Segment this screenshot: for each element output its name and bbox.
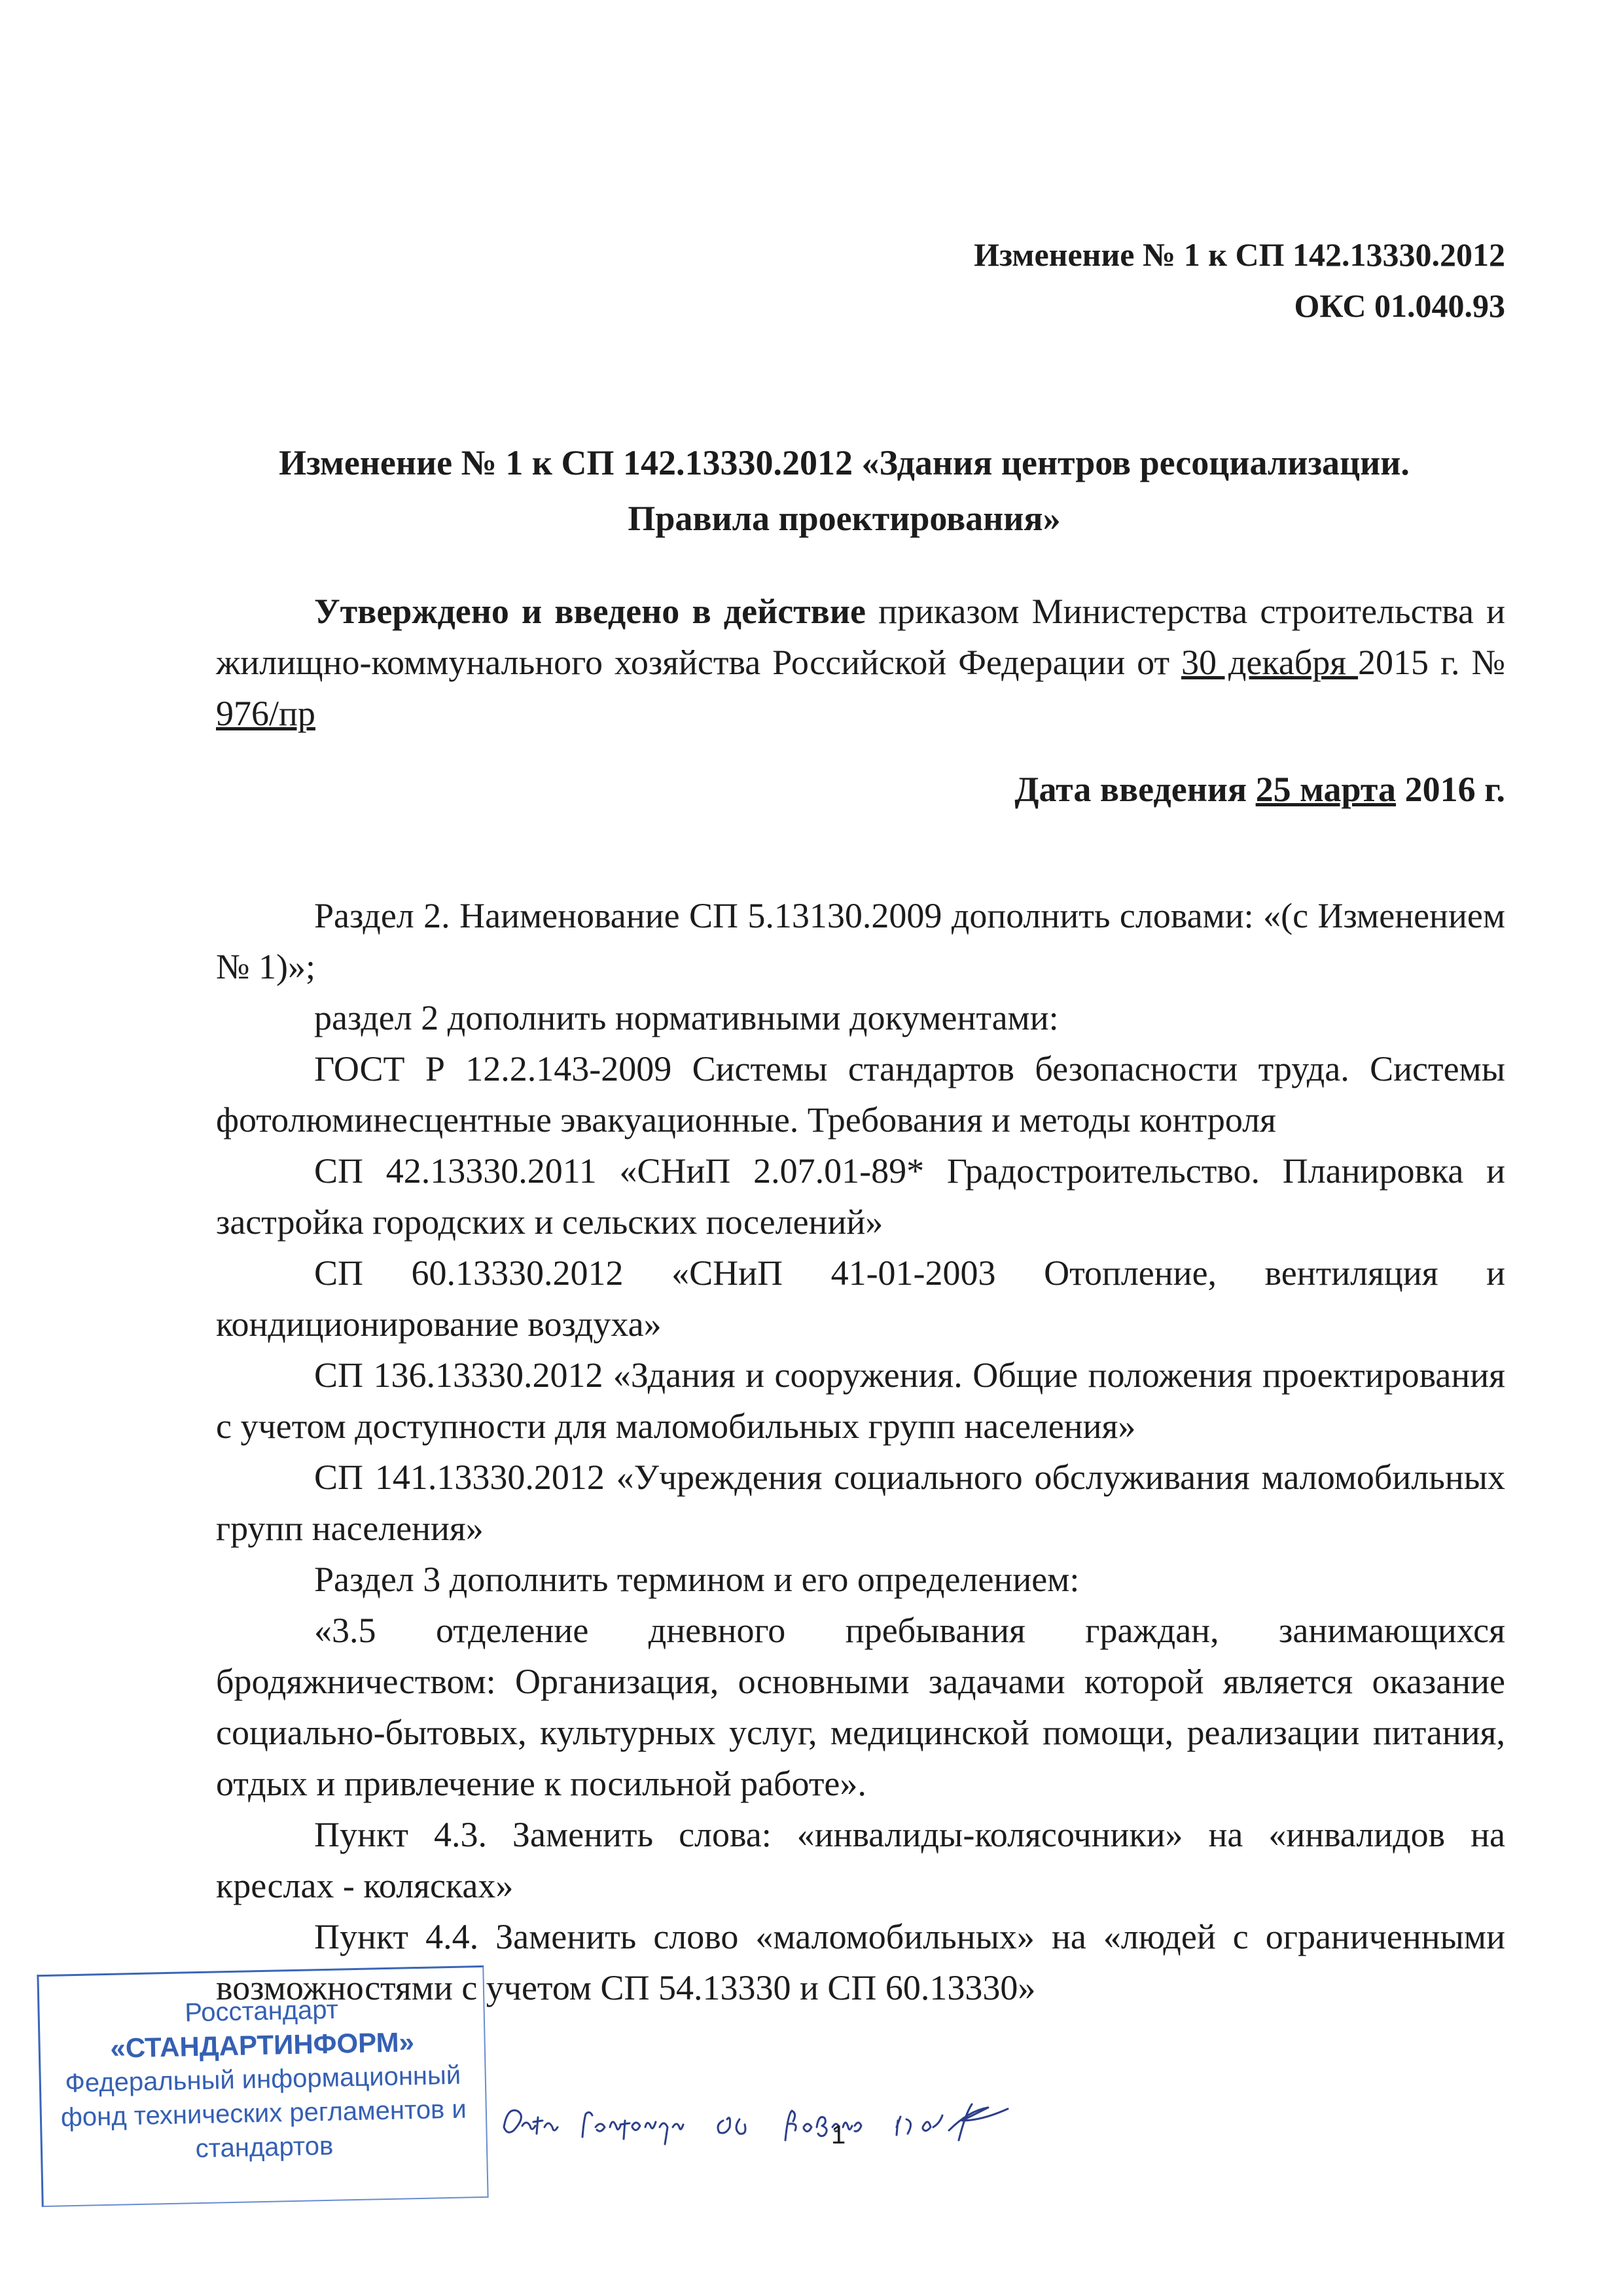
page-number: 1 [831,2121,846,2149]
stamp-line-2: «СТАНДАРТИНФОРМ» [109,2026,415,2064]
title-line-1: Изменение № 1 к СП 142.13330.2012 «Здания центров ресоциализации. [279,443,1410,482]
amendment-body [0,890,1623,2013]
stamp-line-3: Федеральный информационный [65,2060,461,2098]
document-title [196,435,1492,547]
document-code: Изменение № 1 к СП 142.13330.2012 [974,236,1505,273]
paragraph-item-4-3: Пункт 4.3. Заменить слова: «инвалиды-колясочники» на «инвалидов на креслах - колясках» [216,1815,1505,1905]
approval-order-number: 976/пр [216,694,315,733]
stamp-line-1: Росстандарт [184,1995,339,2028]
paragraph-sp141: СП 141.13330.2012 «Учреждения социального обслуживания маломобильных групп населения» [216,1458,1505,1548]
paragraph-sp42: СП 42.13330.2011 «СНиП 2.07.01-89* Градостроительство. Планировка и застройка городских и сельских поселений» [216,1151,1505,1242]
intro-date-label: Дата введения [1014,770,1256,809]
paragraph-section-2: Раздел 2. Наименование СП 5.13130.2009 дополнить словами: «(с Изменением № 1)»; [216,896,1505,986]
paragraph-section-3: Раздел 3 дополнить термином и его определением: [314,1560,1080,1599]
intro-date-year: 2016 г. [1396,770,1505,809]
title-line-2: Правила проектирования» [628,499,1061,538]
paragraph-gost: ГОСТ Р 12.2.143-2009 Системы стандартов безопасности труда. Системы фотолюминесцентные эвакуационные. Требования и методы контроля [216,1049,1505,1139]
stamp-line-4: фонд технических регламентов и [60,2094,467,2132]
introduction-date [1014,769,1505,810]
paragraph-term-3-5: «3.5 отделение дневного пребывания граждан, занимающихся бродяжничеством: Организация, основными задачами которой является оказание социально-бытовых, культурных услуг, медицинской помощи, реализации питания, отдых и привлечение к посильной работе». [216,1611,1505,1803]
paragraph-item-4-4: Пункт 4.4. Заменить слово «маломобильных» на «людей с ограниченными возможностями с учетом СП 54.13330 и СП 60.13330» [216,1917,1505,2007]
stamp-line-5: стандартов [195,2131,334,2164]
oks-code: ОКС 01.040.93 [1294,287,1505,324]
paragraph-sp136: СП 136.13330.2012 «Здания и сооружения. Общие положения проектирования с учетом доступности для маломобильных групп населения» [216,1355,1505,1446]
paragraph-sp60: СП 60.13330.2012 «СНиП 41-01-2003 Отопление, вентиляция и кондиционирование воздуха» [216,1253,1505,1344]
paragraph-section-2-docs: раздел 2 дополнить нормативными документами: [314,998,1059,1037]
intro-date-value: 25 марта [1255,770,1397,809]
approval-text: приказом Министерства строительства и жилищно-коммунального хозяйства Российской Федерации от [216,592,1505,682]
registration-stamp [37,1965,488,2207]
approval-date: 30 декабря [1181,643,1359,682]
approval-year: 2015 г. № [1358,643,1506,682]
approval-bold: Утверждено и введено в действие [314,592,866,631]
approval-paragraph [216,586,1505,739]
